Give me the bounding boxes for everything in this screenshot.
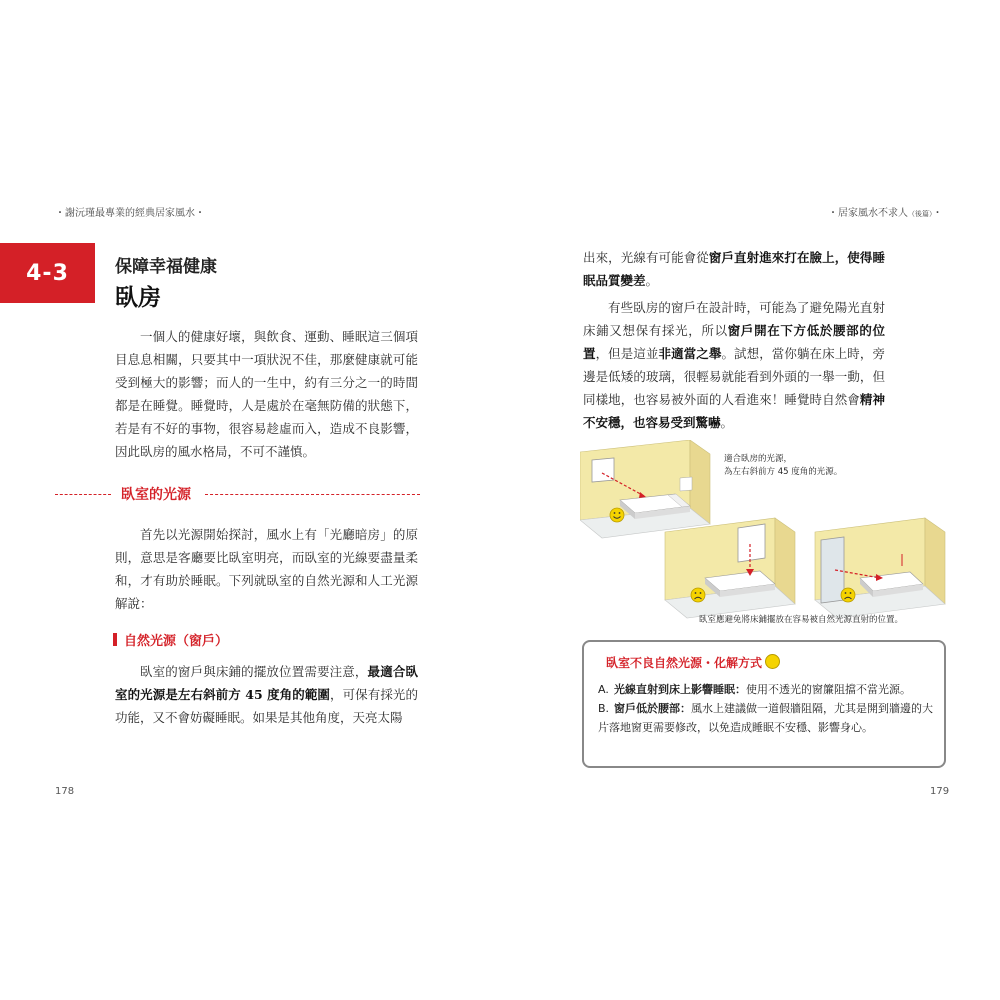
right-p2-g: 。 xyxy=(720,415,734,430)
tip-item-b-bold: 窗戶低於腰部： xyxy=(614,702,691,715)
running-header-left: ・謝沅瑾最專業的經典居家風水・ xyxy=(55,208,205,219)
chapter-number-badge: 4-3 xyxy=(0,243,95,303)
intro-paragraph xyxy=(115,325,418,463)
room-bad-diagram-2 xyxy=(815,518,945,618)
subsection-text-a: 臥室的窗戶與床鋪的擺放位置需要注意， xyxy=(140,664,368,679)
right-p2-c: ，但是這並 xyxy=(595,346,659,361)
right-p1-bold: 窗戶直射進來打在臉上，使得睡眠品質變差 xyxy=(583,250,885,288)
subsection-text-c: ，可保有採光的功能，又不會妨礙睡眠。如果是其他角度，天亮太陽 xyxy=(115,687,418,725)
sad-face-icon xyxy=(691,588,705,602)
subsection-title: 自然光源（窗戶） xyxy=(124,634,229,649)
subsection-text-bold: 最適合臥室的光源是左右斜前方 45 度角的範圍 xyxy=(115,664,418,702)
right-p1-c: 。 xyxy=(645,273,659,288)
tip-item-b xyxy=(598,699,933,737)
caption-top-line-1: 適合臥房的光源， xyxy=(724,454,793,464)
right-paragraph-1 xyxy=(583,246,885,292)
tip-box xyxy=(582,640,946,768)
intro-text: 一個人的健康好壞，與飲食、運動、睡眠這三個項目息息相關，只要其中一項狀況不佳，那麼健康就可能受到極大的影響；而人的一生中，約有三分之一的時間都是在睡覺。睡覺時，人是處於在毫無防備的狀態下，若是有不好的事物，很容易趁虛而入，造成不良影響，因此臥房的風水格局，不可不謹慎。 xyxy=(115,329,418,459)
illustration-caption-top xyxy=(724,453,842,479)
header-right-suffix: （後篇） xyxy=(908,210,933,218)
right-p2-bold-2: 非適當之舉 xyxy=(658,346,722,361)
illustration-caption-bottom: 臥室應避免將床鋪擺放在容易被自然光源直射的位置。 xyxy=(699,615,904,625)
page-number-left: 178 xyxy=(55,786,75,797)
tip-box-title-text: 臥室不良自然光源・化解方式 xyxy=(606,656,763,670)
subsection-heading xyxy=(113,630,228,649)
header-right-end: ・ xyxy=(932,208,943,219)
chapter-title: 臥房 xyxy=(115,285,161,311)
running-header-right xyxy=(828,204,943,219)
section-title: 臥室的光源 xyxy=(113,484,199,504)
chapter-subtitle: 保障幸福健康 xyxy=(115,257,217,277)
sad-face-icon xyxy=(841,588,855,602)
section-rule-right xyxy=(205,494,420,495)
right-p2-bold-3: 精神不安穩，也容易受到驚嚇 xyxy=(583,392,885,430)
subsection-paragraph xyxy=(115,660,418,729)
header-right-title: ・居家風水不求人 xyxy=(828,208,908,219)
right-p1-a: 出來，光線有可能會從 xyxy=(583,250,709,265)
room-good-diagram xyxy=(580,440,710,538)
page-number-right: 179 xyxy=(930,786,950,797)
tip-item-a-label: A. xyxy=(598,683,609,696)
right-paragraph-2 xyxy=(583,296,885,434)
tip-box-title xyxy=(606,654,780,671)
right-p2-a: 有些臥房的窗戶在設計時，可能為了避免陽光直射床鋪又想保有採光，所以 xyxy=(583,300,885,338)
bedroom-light-illustration xyxy=(580,440,950,630)
tip-item-a-text: 使用不透光的窗簾阻擋不當光源。 xyxy=(746,683,911,696)
tip-item-b-text: 風水上建議做一道假牆阻隔，尤其是開到牆邊的大片落地窗更需要修改，以免造成睡眠不安穩、影響身心。 xyxy=(598,702,933,734)
subsection-bar xyxy=(113,633,117,646)
section-text: 首先以光源開始探討，風水上有「光廳暗房」的原則，意思是客廳要比臥室明亮，而臥室的光線要盡量柔和，才有助於睡眠。下列就臥室的自然光源和人工光源解說： xyxy=(115,527,418,611)
section-paragraph xyxy=(115,523,418,615)
smile-icon xyxy=(765,654,780,669)
tip-item-b-label: B. xyxy=(598,702,610,715)
tip-item-a-bold: 光線直射到床上影響睡眠： xyxy=(614,683,746,696)
section-rule-left xyxy=(55,494,111,495)
right-p2-e: 。試想，當你躺在床上時，旁邊是低矮的玻璃，很輕易就能看到外頭的一舉一動，但同樣地，也容易被外面的人看進來！睡覺時自然會 xyxy=(583,346,885,407)
caption-top-line-2: 為左右斜前方 45 度角的光源。 xyxy=(724,467,843,477)
smile-face-icon xyxy=(610,508,624,522)
section-heading-row xyxy=(55,484,420,504)
room-bad-diagram-1 xyxy=(665,518,795,618)
tip-item-a xyxy=(598,680,933,699)
right-p2-bold-1: 窗戶開在下方低於腰部的位置 xyxy=(583,323,885,361)
